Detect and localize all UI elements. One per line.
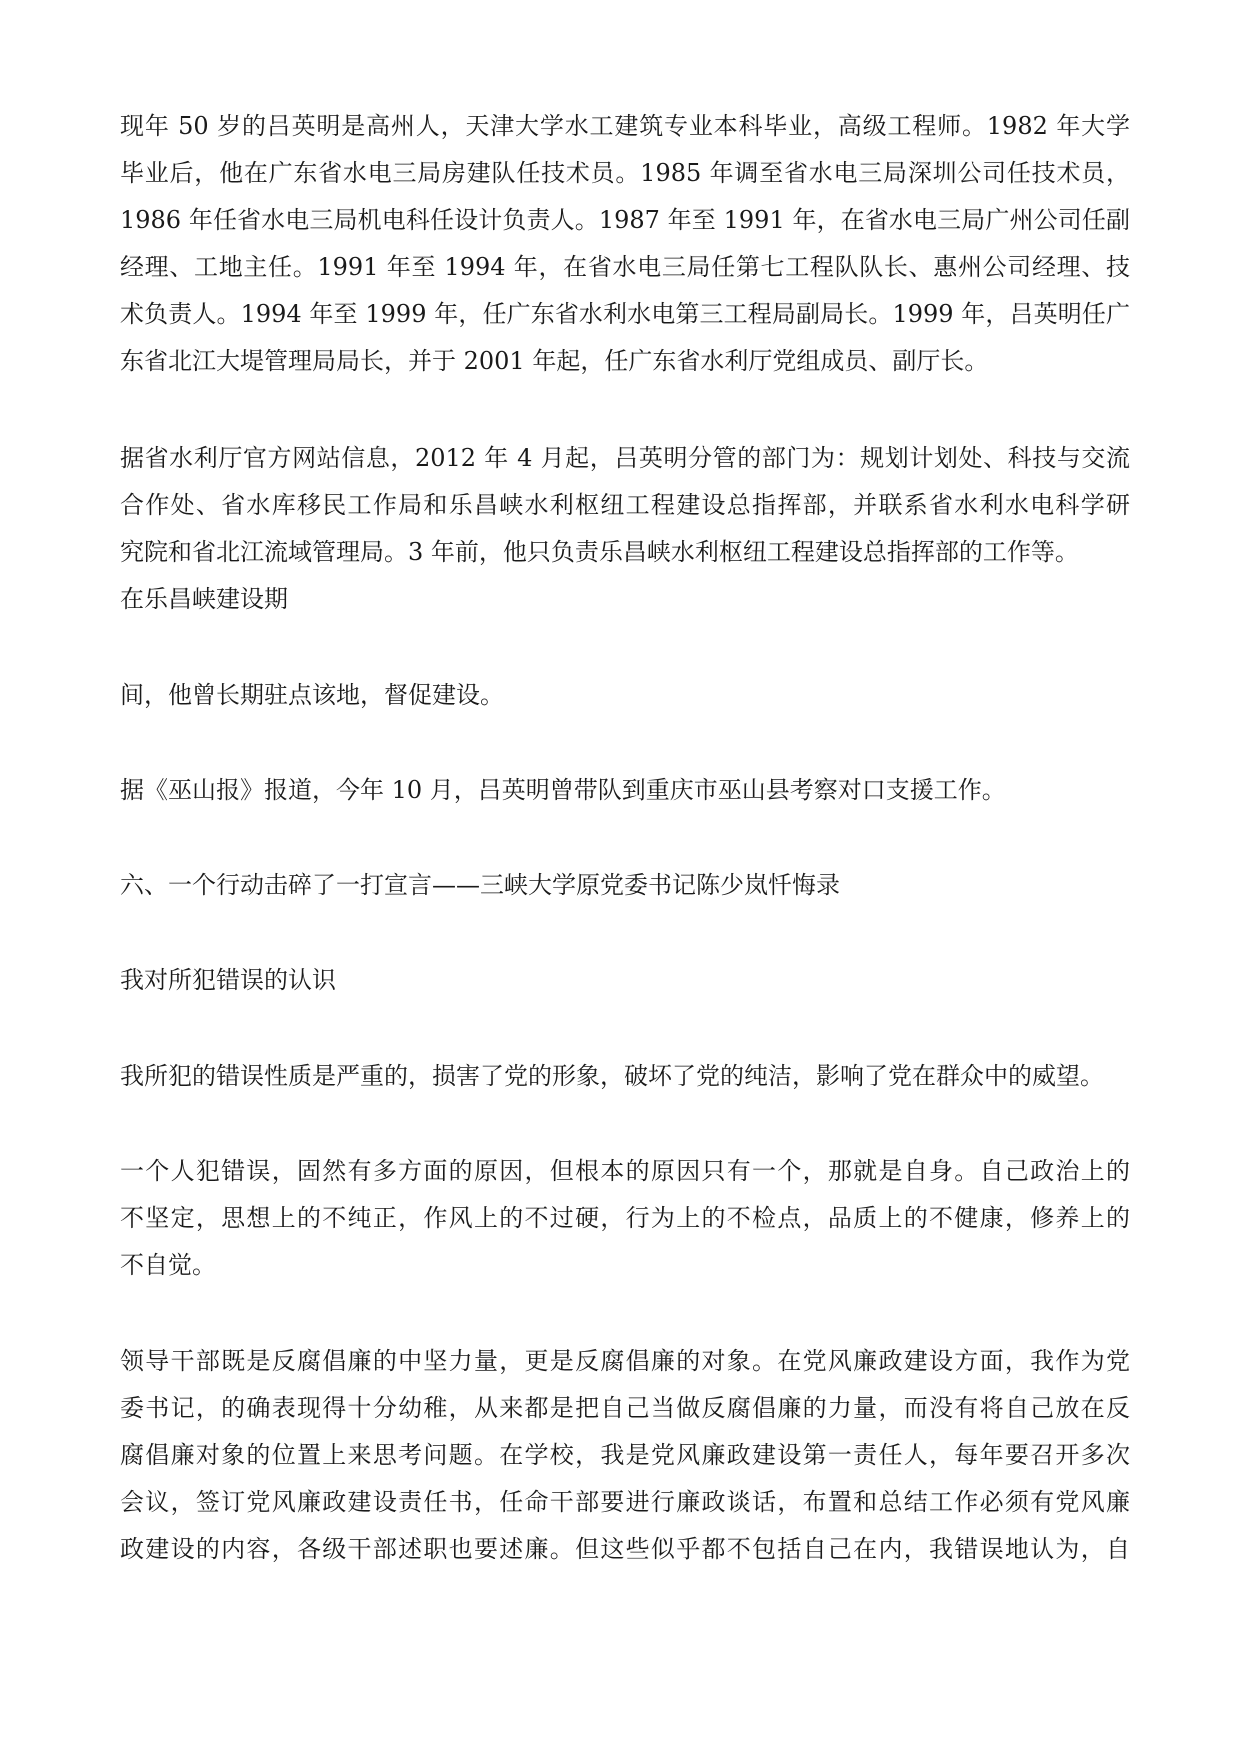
text-line: 毕业后，他在广东省水电三局房建队任技术员。1985 年调至省水电三局深圳公司任技术员， <box>120 159 1130 187</box>
section-heading: 六、一个行动击碎了一打宣言——三峡大学原党委书记陈少岚忏悔录 <box>120 871 840 899</box>
text-line: 1986 年任省水电三局机电科任设计负责人。1987 年至 1991 年，在省水电三局广州公司任副 <box>120 206 1130 234</box>
text-line: 据《巫山报》报道，今年 10 月，吕英明曾带队到重庆市巫山县考察对口支援工作。 <box>120 776 1006 804</box>
text-line: 不自觉。 <box>120 1251 216 1279</box>
text-line: 不坚定，思想上的不纯正，作风上的不过硬，行为上的不检点，品质上的不健康，修养上的 <box>120 1204 1130 1232</box>
text-line: 现年 50 岁的吕英明是高州人，天津大学水工建筑专业本科毕业，高级工程师。1982 年大学 <box>120 112 1130 140</box>
text-line: 委书记，的确表现得十分幼稚，从来都是把自己当做反腐倡廉的力量，而没有将自己放在反 <box>120 1394 1130 1422</box>
text-line: 会议，签订党风廉政建设责任书，任命干部要进行廉政谈话，布置和总结工作必须有党风廉 <box>120 1488 1130 1516</box>
text-line: 在乐昌峡建设期 <box>120 585 288 613</box>
text-line: 一个人犯错误，固然有多方面的原因，但根本的原因只有一个，那就是自身。自己政治上的 <box>120 1157 1130 1185</box>
text-line: 东省北江大堤管理局局长，并于 2001 年起，任广东省水利厅党组成员、副厅长。 <box>120 347 989 375</box>
text-line: 间，他曾长期驻点该地，督促建设。 <box>120 681 504 709</box>
text-line: 据省水利厅官方网站信息，2012 年 4 月起，吕英明分管的部门为：规划计划处、科技与交流 <box>120 444 1130 472</box>
text-line: 我所犯的错误性质是严重的，损害了党的形象，破坏了党的纯洁，影响了党在群众中的威望。 <box>120 1062 1104 1090</box>
subheading: 我对所犯错误的认识 <box>120 966 336 994</box>
text-line: 经理、工地主任。1991 年至 1994 年，在省水电三局任第七工程队队长、惠州公司经理、技 <box>120 253 1130 281</box>
text-line: 领导干部既是反腐倡廉的中坚力量，更是反腐倡廉的对象。在党风廉政建设方面，我作为党 <box>120 1347 1130 1375</box>
text-line: 腐倡廉对象的位置上来思考问题。在学校，我是党风廉政建设第一责任人，每年要召开多次 <box>120 1441 1130 1469</box>
text-line: 政建设的内容，各级干部述职也要述廉。但这些似乎都不包括自己在内，我错误地认为，自 <box>120 1535 1130 1563</box>
text-line: 合作处、省水库移民工作局和乐昌峡水利枢纽工程建设总指挥部，并联系省水利水电科学研 <box>120 491 1130 519</box>
text-line: 究院和省北江流域管理局。3 年前，他只负责乐昌峡水利枢纽工程建设总指挥部的工作等。 <box>120 538 1079 566</box>
text-line: 术负责人。1994 年至 1999 年，任广东省水利水电第三工程局副局长。1999 年，吕英明任广 <box>120 300 1130 328</box>
